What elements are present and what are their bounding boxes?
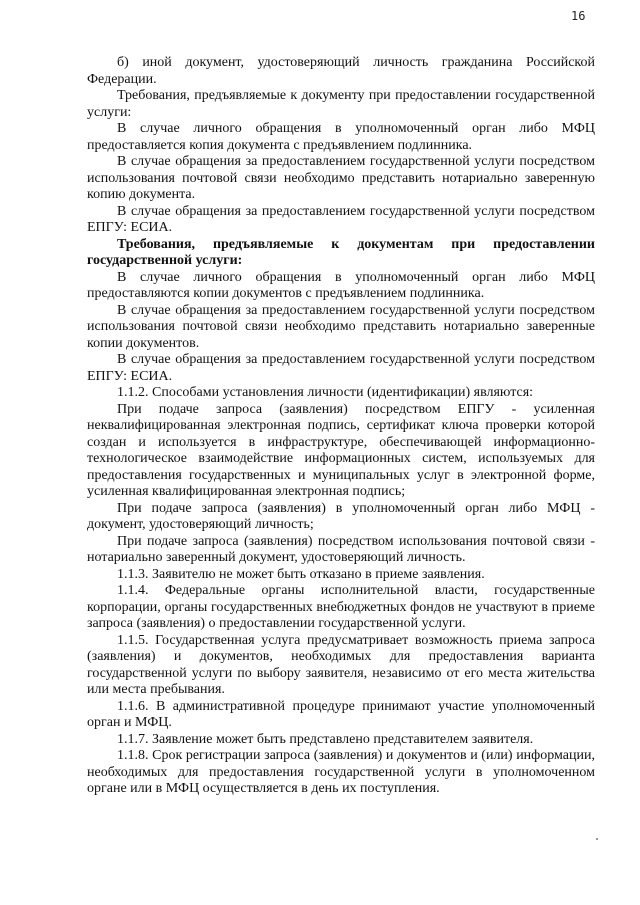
paragraph-epgu-esia-2: В случае обращения за предоставлением государственной услуги посредством ЕПГУ: ЕСИА. <box>87 352 595 384</box>
section-1-1-5: 1.1.5. Государственная услуга предусматривает возможность приема запроса (заявления) и документов, необходимых для предоставления варианта государственной услуги по выбору заявителя, независимо от его места жительства или места пребывания. <box>87 632 595 697</box>
section-1-1-6: 1.1.6. В административной процедуре принимают участие уполномоченный орган и МФЦ. <box>87 698 595 730</box>
paragraph-postal-notarized-copies: В случае обращения за предоставлением государственной услуги посредством использования почтовой связи необходимо представить нотариально заверенные копии документов. <box>87 302 595 351</box>
paragraph-epgu-esia: В случае обращения за предоставлением государственной услуги посредством ЕПГУ: ЕСИА. <box>87 203 595 235</box>
paragraph-identification-mfc: При подаче запроса (заявления) в уполномоченный орган либо МФЦ - документ, удостоверяющий личность; <box>87 500 595 532</box>
section-1-1-3: 1.1.3. Заявителю не может быть отказано в приеме заявления. <box>117 566 485 582</box>
section-1-1-4: 1.1.4. Федеральные органы исполнительной власти, государственные корпорации, органы государственных внебюджетных фондов не участвуют в приеме запроса (заявления) о предоставлении государственной услуги. <box>87 583 595 631</box>
paragraph-document-requirements-intro: Требования, предъявляемые к документу при предоставлении государственной услуги: <box>87 88 595 120</box>
section-1-1-8: 1.1.8. Срок регистрации запроса (заявления) и документов и (или) информации, необходимых для предоставления государственной услуги в уполномоченном органе или в МФЦ осуществляется в день их поступления. <box>87 748 595 796</box>
heading-documents-requirements: Требования, предъявляемые к документам при предоставлении государственной услуги: <box>87 236 595 268</box>
page-number: 16 <box>571 9 586 23</box>
section-1-1-7: 1.1.7. Заявление может быть представлено представителем заявителя. <box>117 731 534 747</box>
section-1-1-2-heading: 1.1.2. Способами установления личности (идентификации) являются: <box>117 385 534 400</box>
paragraph-personal-visit-copies: В случае личного обращения в уполномоченный орган либо МФЦ предоставляются копии документов с предъявлением подлинника. <box>87 269 595 301</box>
paragraph-identification-postal: При подаче запроса (заявления) посредством использования почтовой связи - нотариально заверенный документ, удостоверяющий личность. <box>87 533 595 565</box>
paragraph-personal-visit-copy: В случае личного обращения в уполномоченный орган либо МФЦ предоставляется копия документа с предъявлением подлинника. <box>87 121 595 153</box>
scan-speck <box>596 838 598 840</box>
paragraph-identity-document-item-b: б) иной документ, удостоверяющий личность гражданина Российской Федерации. <box>87 55 595 87</box>
document-body <box>87 55 595 798</box>
paragraph-postal-notarized-copy: В случае обращения за предоставлением государственной услуги посредством использования почтовой связи необходимо представить нотариально заверенную копию документа. <box>87 154 595 202</box>
paragraph-identification-epgu: При подаче запроса (заявления) посредством ЕПГУ - усиленная неквалифицированная электронная подпись, сертификат ключа проверки которой создан и используется в инфраструктуре, обеспечивающей информационно-технологическое взаимодействие информационных систем, используемых для предоставления государственных и муниципальных услуг в электронной форме, усиленная квалифицированная электронная подпись; <box>87 401 595 499</box>
